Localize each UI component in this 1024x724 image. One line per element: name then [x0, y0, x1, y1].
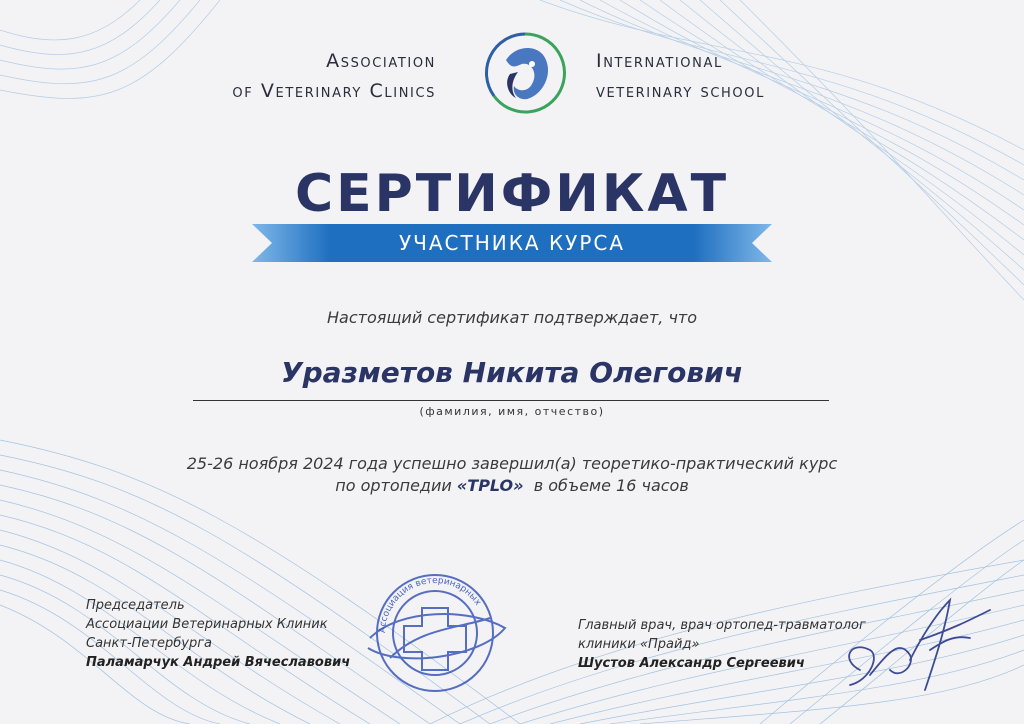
school-line1: International [596, 50, 723, 72]
course-description-line2 [0, 476, 1024, 495]
signatory-left-org2: Санкт-Петербурга [86, 636, 213, 651]
course-hours: в объеме 16 часов [523, 476, 689, 495]
name-underline [193, 400, 829, 401]
signatory-left-org1: Ассоциации Ветеринарных Клиник [86, 617, 328, 632]
course-pre: по ортопедии [335, 476, 457, 495]
certificate-title: СЕРТИФИКАТ [294, 164, 730, 224]
signatory-right-name: Шустов Александр Сергеевич [578, 656, 805, 671]
certificate-subtitle: УЧАСТНИКА КУРСА [398, 231, 626, 255]
name-caption: (фамилия, имя, отчество) [419, 405, 605, 418]
signatory-right-position: Главный врач, врач ортопед-травматолог [578, 618, 866, 633]
dog-head-logo-icon [482, 30, 568, 116]
signatory-left-name: Паламарчук Андрей Вячеславович [86, 655, 351, 670]
signatory-left-position: Председатель [86, 598, 185, 613]
course-description-line1: 25-26 ноября 2024 года успешно завершил(а) теоретико-практический курс [186, 454, 838, 473]
signatory-right-org: клиники «Прайд» [578, 637, 700, 652]
handwritten-signature-icon [830, 590, 1000, 700]
svg-text:Ассоциация ветеринарных: Ассоциация ветеринарных [377, 575, 483, 634]
school-line2: veterinary school [596, 80, 765, 102]
association-name [232, 46, 436, 106]
recipient-name: Уразметов Никита Олегович [281, 356, 743, 389]
intro-text: Настоящий сертификат подтверждает, что [326, 308, 698, 327]
signatory-right [578, 616, 866, 673]
school-name [596, 46, 765, 106]
course-name: «TPLO» [456, 476, 524, 495]
round-stamp-icon [360, 568, 510, 698]
signatory-left [86, 596, 350, 672]
association-line1: Association [326, 50, 436, 72]
association-line2: of Veterinary Clinics [232, 80, 436, 102]
